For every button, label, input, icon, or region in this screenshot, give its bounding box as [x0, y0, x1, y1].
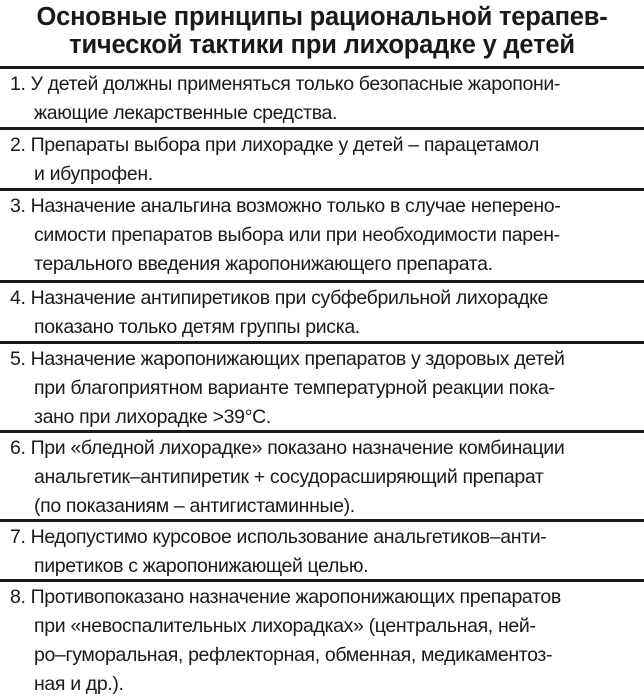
- item-5-line-2: при благоприятном варианте температурной реакции пока-: [34, 377, 555, 399]
- item-6-line-2: анальгетик–антипиретик + сосудорасширяющий препарат: [34, 466, 544, 488]
- item-5-line-1: 5. Назначение жаропонижающих препаратов у здоровых детей: [10, 348, 565, 370]
- list-item-7: [0, 523, 644, 581]
- item-7-line-1: 7. Недопустимо курсовое использование анальгетиков–анти-: [10, 526, 547, 548]
- item-1-line-1: 1. У детей должны применяться только безопасные жаропони-: [10, 73, 561, 95]
- item-6-line-3: (по показаниям – антигистаминные).: [34, 495, 355, 517]
- item-3-line-1: 3. Назначение анальгина возможно только в случае неперено-: [10, 195, 561, 217]
- list-item-3: [0, 192, 644, 279]
- divider-1: [0, 127, 644, 130]
- item-3-line-2: симости препаратов выбора или при необходимости парен-: [34, 224, 560, 246]
- page-title: [0, 0, 644, 66]
- item-7-line-2: пиретиков с жаропонижающей целью.: [34, 555, 369, 577]
- item-8-line-3: ро–гуморальная, рефлекторная, обменная, медикаментоз-: [34, 644, 553, 666]
- title-line-2: тической тактики при лихорадке у детей: [69, 31, 575, 59]
- divider-5: [0, 430, 644, 433]
- divider-6: [0, 519, 644, 522]
- item-8-line-2: при «невоспалительных лихорадках» (центральная, ней-: [34, 615, 536, 637]
- title-line-1: Основные принципы рациональной терапев-: [36, 3, 608, 31]
- list-item-4: [0, 284, 644, 342]
- list-item-5: [0, 345, 644, 432]
- item-8-line-4: ная и др.).: [34, 673, 124, 695]
- item-4-line-2: показано только детям группы риска.: [34, 316, 360, 338]
- item-5-line-3: зано при лихорадке >39°С.: [34, 406, 271, 428]
- item-1-line-2: жающие лекарственные средства.: [34, 102, 338, 124]
- item-2-line-1: 2. Препараты выбора при лихорадке у детей – парацетамол: [10, 134, 539, 156]
- divider-7: [0, 579, 644, 582]
- item-3-line-3: терального введения жаропонижающего препарата.: [34, 253, 493, 275]
- item-4-line-1: 4. Назначение антипиретиков при субфебрильной лихорадке: [10, 287, 549, 309]
- divider-3: [0, 280, 644, 283]
- list-item-1: [0, 70, 644, 128]
- list-item-6: [0, 434, 644, 521]
- divider-top: [0, 66, 644, 69]
- item-8-line-1: 8. Противопоказано назначение жаропонижающих препаратов: [10, 586, 561, 608]
- divider-4: [0, 341, 644, 344]
- item-2-line-2: и ибупрофен.: [34, 163, 153, 185]
- list-item-8: [0, 583, 644, 699]
- item-6-line-1: 6. При «бледной лихорадке» показано назначение комбинации: [10, 437, 565, 459]
- divider-2: [0, 188, 644, 191]
- list-item-2: [0, 131, 644, 189]
